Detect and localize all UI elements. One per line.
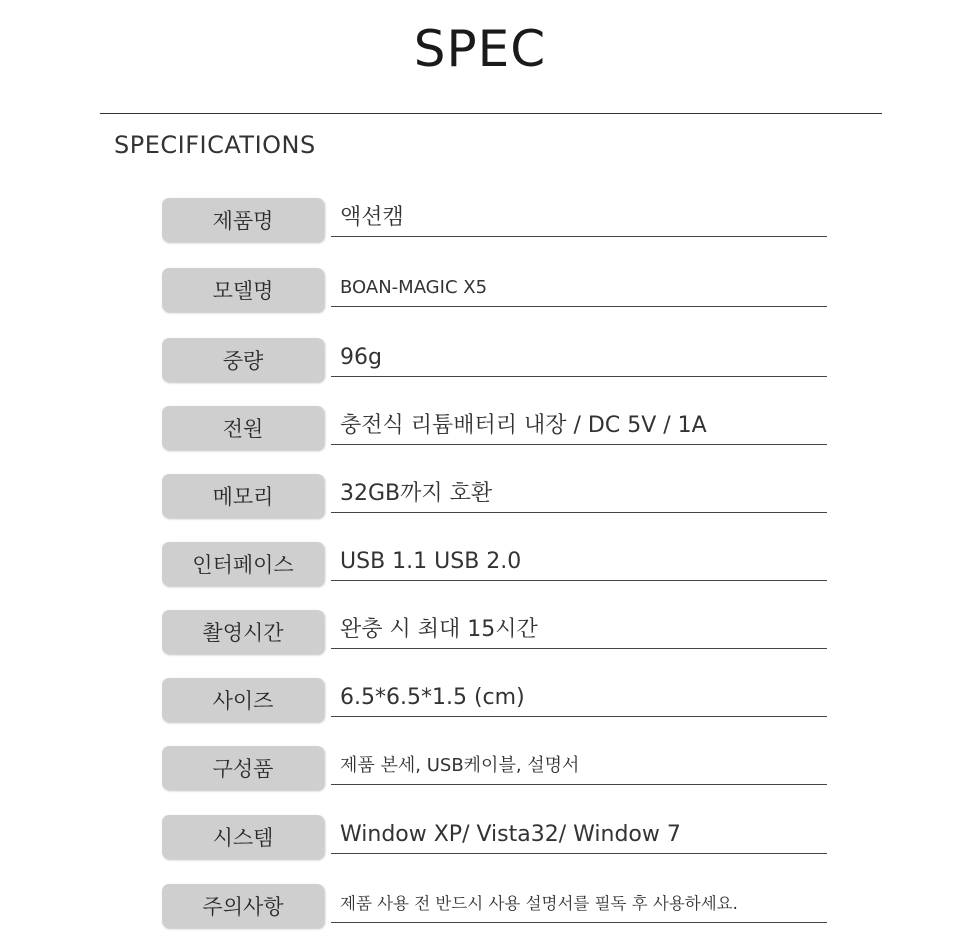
- spec-label: 구성품: [162, 746, 324, 790]
- spec-value: 제품 본세, USB케이블, 설명서: [331, 748, 827, 785]
- spec-row-weight: [0, 338, 980, 398]
- spec-label: 주의사항: [162, 884, 324, 928]
- spec-row-recording-time: [0, 610, 980, 670]
- spec-label: 인터페이스: [162, 542, 324, 586]
- spec-label: 시스템: [162, 815, 324, 859]
- spec-label: 사이즈: [162, 678, 324, 722]
- spec-label: 모델명: [162, 268, 324, 312]
- spec-value: BOAN-MAGIC X5: [331, 270, 827, 307]
- spec-value: 제품 사용 전 반드시 사용 설명서를 필독 후 사용하세요.: [331, 886, 827, 923]
- page-title: SPEC: [413, 20, 547, 78]
- section-heading: SPECIFICATIONS: [114, 131, 316, 159]
- spec-row-interface: [0, 542, 980, 602]
- spec-row-components: [0, 746, 980, 806]
- spec-row-model-name: [0, 268, 980, 328]
- spec-row-power: [0, 406, 980, 466]
- spec-label: 촬영시간: [162, 610, 324, 654]
- spec-value: 액션캠: [331, 200, 827, 237]
- spec-row-caution: [0, 884, 980, 944]
- spec-row-size: [0, 678, 980, 738]
- spec-value: 6.5*6.5*1.5 (cm): [331, 680, 827, 717]
- spec-value: 충전식 리튬배터리 내장 / DC 5V / 1A: [331, 408, 827, 445]
- spec-label: 전원: [162, 406, 324, 450]
- spec-value: 완충 시 최대 15시간: [331, 612, 827, 649]
- spec-row-system: [0, 815, 980, 875]
- spec-label: 중량: [162, 338, 324, 382]
- spec-row-product-name: [0, 198, 980, 258]
- spec-value: 32GB까지 호환: [331, 476, 827, 513]
- spec-value: USB 1.1 USB 2.0: [331, 544, 827, 581]
- spec-label: 메모리: [162, 474, 324, 518]
- spec-label: 제품명: [162, 198, 324, 242]
- spec-value: Window XP/ Vista32/ Window 7: [331, 817, 827, 854]
- spec-value: 96g: [331, 340, 827, 377]
- spec-row-memory: [0, 474, 980, 534]
